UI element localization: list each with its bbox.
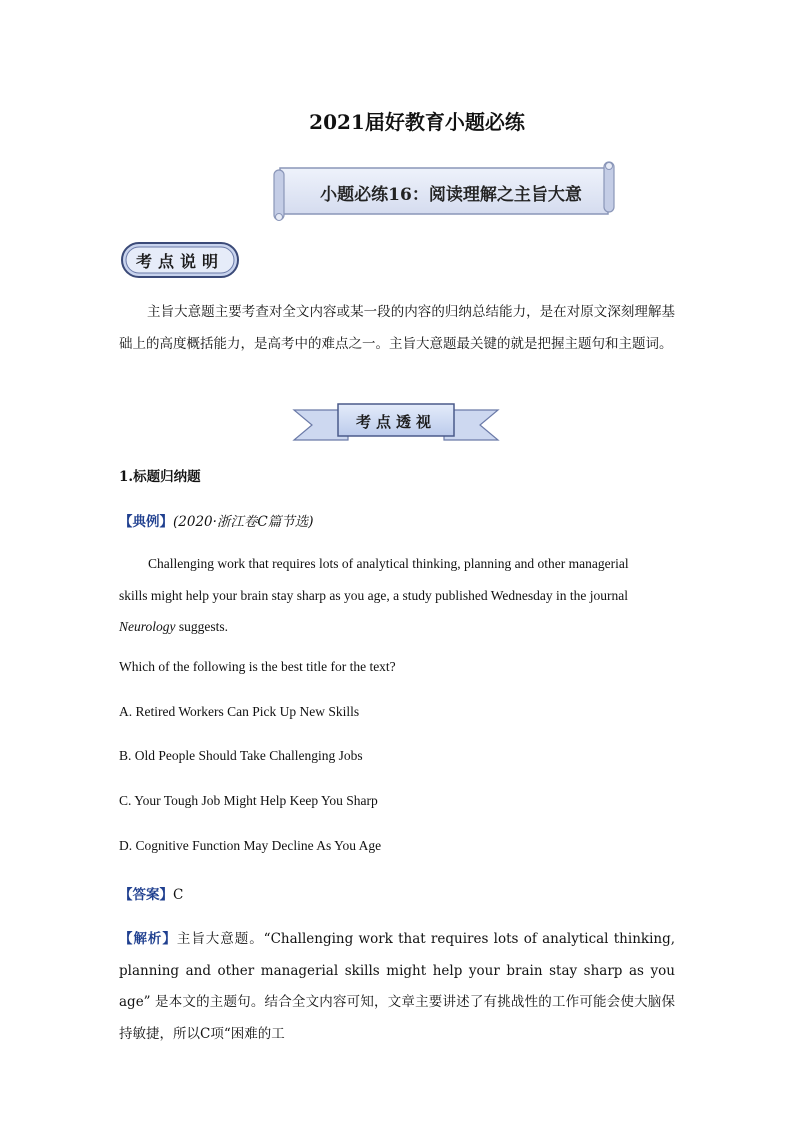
example-source: (2020·浙江卷C篇节选)	[173, 514, 314, 530]
question: Which of the following is the best title for the text?	[119, 659, 396, 674]
example-passage	[119, 548, 659, 643]
option-b: B. Old People Should Take Challenging Jobs	[119, 748, 363, 763]
example-header	[119, 510, 314, 530]
badge-label: 考点说明	[135, 252, 224, 271]
explanation-text: 主旨大意题。“Challenging work that requires lots of analytical thinking, planning and other managerial skills might help your brain stay sharp as you age” 是本文的主题句。结合全文内容可知，文章主要讲述了有挑战性的工作可能会使大脑保持敏捷，所以C项“困难的工	[119, 931, 676, 1042]
option-c: C. Your Tough Job Might Help Keep You Sharp	[119, 793, 378, 808]
explanation-label: 【解析】	[119, 931, 177, 947]
option-d: D. Cognitive Function May Decline As You Age	[119, 838, 382, 853]
explanation	[119, 924, 675, 1050]
subtitle: 小题必练16：阅读理解之主旨大意	[320, 185, 582, 205]
answer-value: C	[173, 887, 184, 903]
page-title: 2021届好教育小题必练	[309, 110, 525, 134]
example-label: 【典例】	[119, 514, 173, 530]
intro-paragraph: 主旨大意题主要考查对全文内容或某一段的内容的归纳总结能力，是在对原文深刻理解基础上的高度概括能力，是高考中的难点之一。主旨大意题最关键的就是把握主题句和主题词。	[119, 304, 675, 352]
option-a: A. Retired Workers Can Pick Up New Skills	[119, 704, 360, 719]
journal-name: Neurology	[119, 619, 176, 634]
answer-label: 【答案】	[119, 887, 173, 903]
answer-line	[119, 883, 183, 903]
banner-label: 考点透视	[355, 413, 436, 431]
passage-line-3	[119, 611, 659, 643]
passage-line-2: skills might help your brain stay sharp as you age, a study published Wednesday in the journal	[119, 587, 628, 603]
passage-line-3-tail: suggests.	[175, 619, 229, 634]
passage-line-1: Challenging work that requires lots of analytical thinking, planning and other managerial	[148, 556, 629, 571]
section-heading: 1.标题归纳题	[119, 469, 201, 485]
